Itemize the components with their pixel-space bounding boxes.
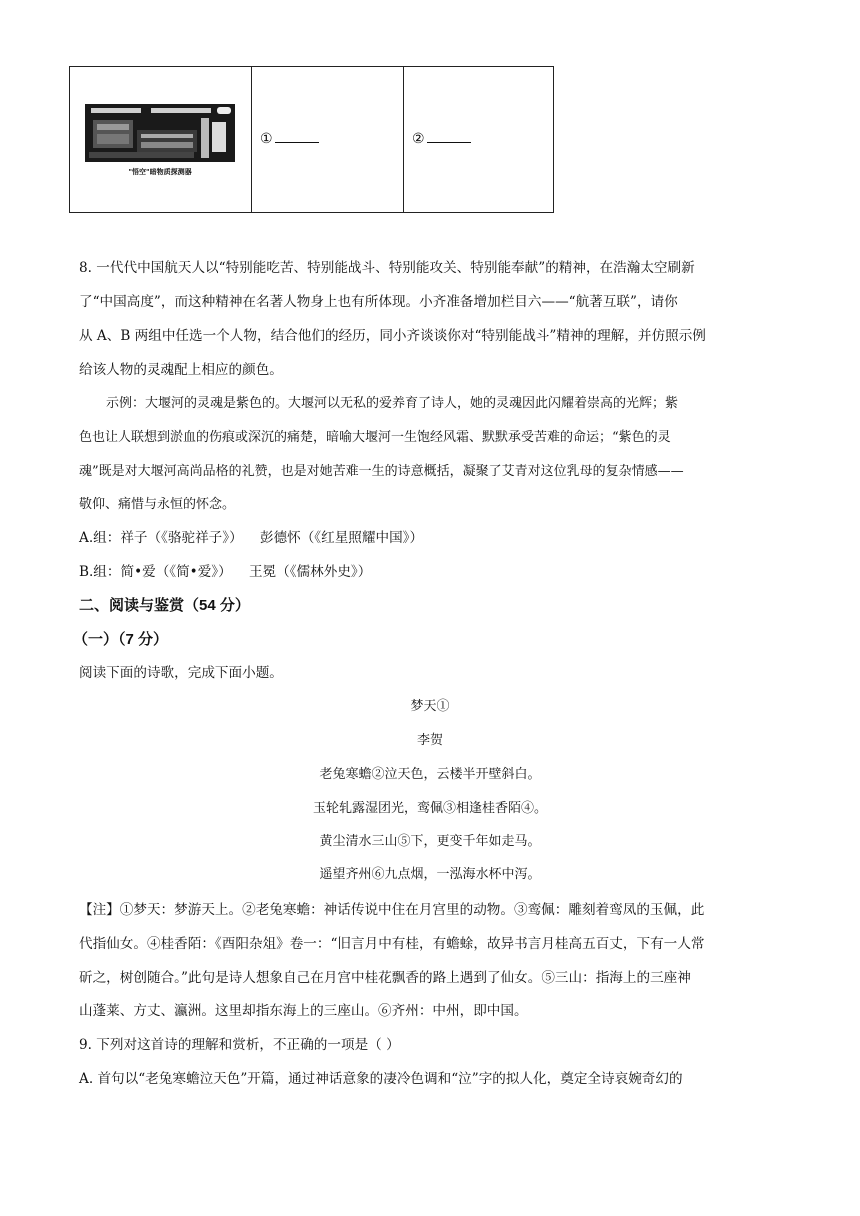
poem-author: 李贺 bbox=[416, 733, 443, 748]
q9-stem: 9. 下列对这首诗的理解和赏析，不正确的一项是（ ） bbox=[79, 1037, 400, 1053]
example-line-2: 色也让人联想到淤血的伤痕或深沉的痛楚，暗喻大堰河一生饱经风霜、默默承受苦难的命运；“紫色的灵 bbox=[79, 430, 671, 445]
q9-option-a[interactable]: A. 首句以“老兔寒蟾泣天色”开篇，通过神话意象的凄冷色调和“泣”字的拟人化，奠定全诗哀婉奇幻的 bbox=[79, 1071, 683, 1087]
subsection-title: （一）（7 分） bbox=[73, 631, 169, 648]
poem-line-3: 黄尘清水三山⑤下，更变千年如走马。 bbox=[319, 834, 541, 849]
reading-intro: 阅读下面的诗歌，完成下面小题。 bbox=[79, 665, 283, 681]
wukong-satellite-image bbox=[81, 100, 239, 178]
poem-title: 梦天① bbox=[410, 699, 450, 714]
table-cell-blank-2 bbox=[404, 67, 553, 212]
note-line-1: 【注】①梦天：梦游天上。②老兔寒蟾：神话传说中住在月宫里的动物。③鸾佩：雕刻着鸾凤的玉佩，此 bbox=[79, 902, 705, 918]
poem-line-2: 玉轮轧露湿团光，鸾佩③相逢桂香陌④。 bbox=[312, 801, 547, 816]
q8-line-1: 8. 一代代中国航天人以“特别能吃苦、特别能战斗、特别能攻关、特别能奉献”的精神，在浩瀚太空刷新 bbox=[79, 260, 695, 276]
blank-1-line[interactable] bbox=[275, 131, 319, 143]
note-line-4: 山蓬莱、方丈、瀛洲。这里却指东海上的三座山。⑥齐州：中州，即中国。 bbox=[79, 1003, 528, 1019]
q8-line-4: 给该人物的灵魂配上相应的颜色。 bbox=[79, 362, 283, 378]
image-caption: "悟空"暗物质探测器 bbox=[128, 168, 192, 176]
q8-line-2: 了“中国高度”，而这种精神在名著人物身上也有所体现。小齐准备增加栏目六——“航著互联”，请你 bbox=[79, 294, 678, 310]
example-line-1: 示例：大堰河的灵魂是紫色的。大堰河以无私的爱养育了诗人，她的灵魂因此闪耀着崇高的光辉；紫 bbox=[106, 396, 679, 411]
example-line-3: 魂”既是对大堰河高尚品格的礼赞，也是对她苦难一生的诗意概括，凝聚了艾青对这位乳母的复杂情感—— bbox=[79, 464, 684, 479]
answer-table bbox=[69, 66, 554, 213]
note-line-3: 斫之，树创随合。”此句是诗人想象自己在月宫中桂花飘香的路上遇到了仙女。⑤三山：指海上的三座神 bbox=[79, 970, 691, 986]
poem-line-4: 遥望齐州⑥九点烟，一泓海水杯中泻。 bbox=[319, 867, 541, 882]
blank-2-label: ② bbox=[412, 131, 425, 147]
table-cell-blank-1 bbox=[252, 67, 404, 212]
poem-line-1: 老兔寒蟾②泣天色，云楼半开壁斜白。 bbox=[319, 767, 541, 782]
note-line-2: 代指仙女。④桂香陌：《酉阳杂俎》卷一：“旧言月中有桂，有蟾蜍，故异书言月桂高五百丈，下有一人常 bbox=[79, 936, 705, 952]
group-b: B.组：简•爱（《简•爱》） 王冕（《儒林外史》） bbox=[79, 564, 372, 580]
blank-1-label: ① bbox=[260, 131, 273, 147]
section-title: 二、阅读与鉴赏（54 分） bbox=[79, 597, 250, 614]
example-line-4: 敬仰、痛惜与永恒的怀念。 bbox=[79, 497, 236, 512]
q8-line-3: 从 A、B 两组中任选一个人物，结合他们的经历，同小齐谈谈你对“特别能战斗”精神的理解，并仿照示例 bbox=[79, 328, 706, 344]
blank-2-line[interactable] bbox=[427, 131, 471, 143]
table-cell-image bbox=[70, 67, 252, 212]
group-a: A.组：祥子（《骆驼祥子》） 彭德怀（《红星照耀中国》） bbox=[79, 530, 424, 546]
